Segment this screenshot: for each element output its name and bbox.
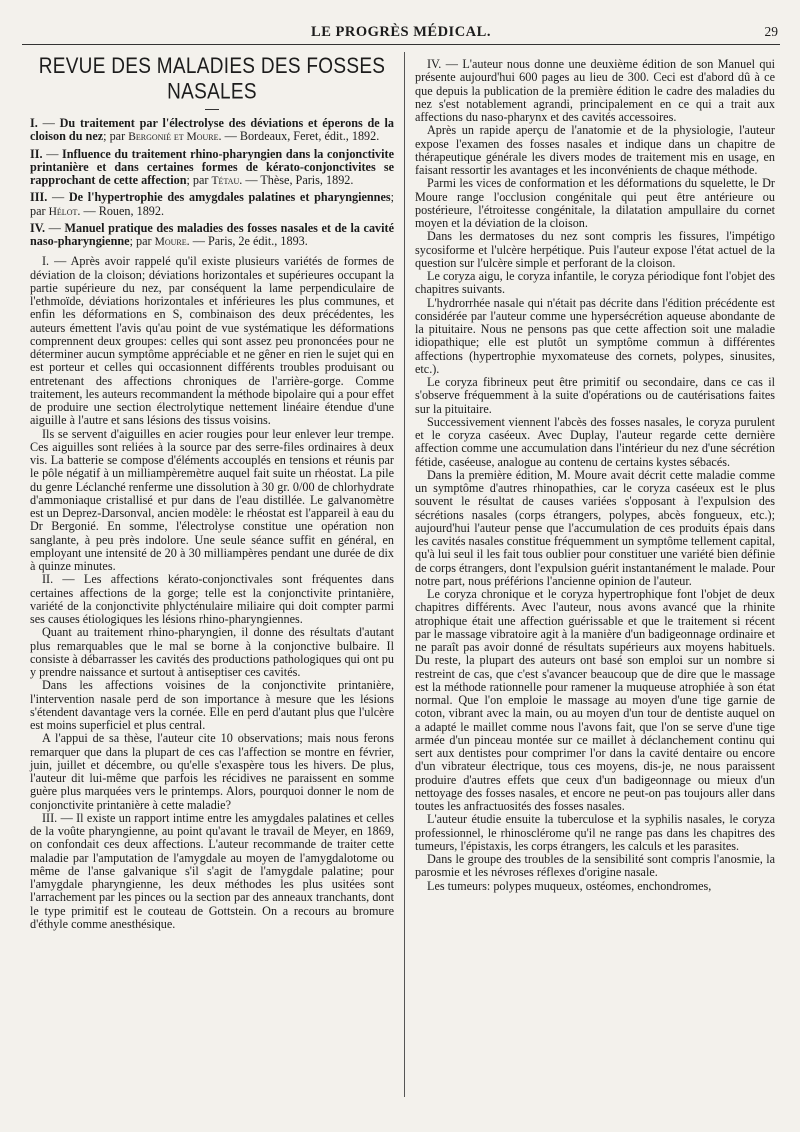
body-paragraph: Parmi les vices de conformation et les déformations du squelette, le Dr Moure range l'occlusion congénitale qui peut être antérieure ou postérieure, l'étroitesse congénitale, la dilatation ampullaire du cornet moyen et la déviation de la cloison.: [415, 176, 775, 230]
reference-number: II.: [30, 146, 43, 161]
reference-author-prefix: ; par: [129, 234, 152, 248]
column-divider: [404, 52, 405, 1097]
body-paragraph: Les tumeurs: polypes muqueux, ostéomes, enchondromes,: [427, 878, 712, 893]
reference-number: IV.: [30, 220, 46, 235]
right-column: [415, 58, 775, 893]
reference-author: Tétau: [211, 175, 240, 187]
body-paragraph: Dans le groupe des troubles de la sensibilité sont compris l'anosmie, la parosmie et les névroses réflexes d'origine nasale.: [415, 852, 775, 880]
reference-list: [30, 117, 394, 249]
reference-details: . — Bordeaux, Feret, édit., 1892.: [218, 129, 380, 144]
reference-author: Bergonié et Moure: [128, 131, 219, 144]
reference-entry: III. — De l'hypertrophie des amygdales palatines et pharyngiennes; par Hélot. — Rouen, 1892.: [30, 190, 394, 218]
journal-title: LE PROGRÈS MÉDICAL.: [311, 24, 491, 40]
reference-number: I.: [30, 116, 38, 130]
title-rule: [205, 109, 219, 110]
body-paragraph: Ils se servent d'aiguilles en acier rougies pour leur enlever leur trempe. Ces aiguilles sont reliées à la source par des serre-files ordinaires à deux vis. La batterie se compose d'éléments accouplés en tensions et réunis par le pôle négatif à un milliampèremètre auquel fait suite un rhéostat. La pile du genre Léclanché renferme une dissolution à 30 gr. 0/00 de chlorhydrate d'ammoniaque cristallisé et pur dans de l'eau distillée. Le galvanomètre est un Deprez-Darsonval, ancien modèle: le rhéostat est l'appareil à eau du Dr Bergonié. En somme, l'électrolyse constitue une opération non sanglante, à peu près indolore. Une seule séance suffit en général, en employant une intensité de 20 à 30 milliampères pendant une durée de dix à quinze minutes.: [30, 426, 394, 573]
section-title: REVUE DES MALADIES DES FOSSES NASALES: [38, 54, 386, 105]
reference-number: III.: [30, 190, 48, 205]
body-paragraph: A l'appui de sa thèse, l'auteur cite 10 observations; mais nous ferons remarquer que dans la plupart de ces cas l'affection se montre en février, juin, juillet et décembre, ou qu'elle s'exaspère tous les hivers. De plus, l'auteur dit lui-même que parfois les récidives ne paraissent en somme guère plus marquées vers le printemps. Alors, pourquoi donner le nom de conjonctivite printanière à cette maladie?: [30, 731, 394, 812]
page-number: 29: [764, 24, 778, 39]
body-paragraph: III. — Il existe un rapport intime entre les amygdales palatines et celles de la voûte pharyngienne, au point qu'avant le travail de Meyer, en 1869, on confondait ces deux affections. L'auteur recommande de traiter cette maladie par l'amputation de l'amygdale au moyen de l'amygdalotome ou même de l'anse galvanique s'il s'agit de l'amygdale palatine; pour l'amygdale pharyngienne, les deux méthodes les plus usitées sont l'arrachement par les pinces ou la section par des anneaux tranchants, dont le type primitif est le couteau de Gottstein. On a recours au bromure d'éthyle comme anesthésique.: [30, 810, 394, 931]
reference-title: Manuel pratique des maladies des fosses nasales et de la cavité naso-pharyngienne: [30, 220, 395, 248]
reference-details: . — Rouen, 1892.: [77, 203, 165, 218]
body-paragraph: I. — Après avoir rappelé qu'il existe plusieurs variétés de formes de déviation de la cloison; déviations horizontales et supérieures occupant la partie supérieure du nez, par conséquent la lame perpendiculaire de l'ethmoïde, déviations horizontales et inférieures les plus communes, et enfin les déformations en S, combinaison des deux précédentes, les auteurs émettent l'avis qu'au point de vue systématique les déformations comprennent deux groupes: celles qui sont assez peu prononcées pour ne déterminer aucun symptôme appréciable et ne gêner en rien le sujet qui en est porteur et celles qui occasionnent différents troubles produisant ou entretenant des affections chroniques de l'arrière-gorge. Comme traitement, les auteurs recommandent la méthode bipolaire qui a pour effet de produire une section électrolytique nettement linéaire étendue d'une aiguille à l'autre et sans lésions des tissus voisins.: [30, 254, 394, 428]
reference-author: Hélot: [48, 205, 78, 218]
left-body-text: [30, 255, 394, 931]
reference-title: De l'hypertrophie des amygdales palatines et pharyngiennes: [68, 190, 391, 205]
reference-author-prefix: ; par: [186, 173, 209, 187]
body-paragraph: Dans la première édition, M. Moure avait décrit cette maladie comme un symptôme d'autres rhinopathies, car le coryza caséeux est le plus souvent le résultat de causes variées s'opposant à l'expulsion des sécrétions nasales (corps étrangers, polypes, abcès fongueux, etc.); aujourd'hui l'auteur pense que l'accumulation de ces produits épais dans les cavités nasales constitue fréquemment un symptôme tellement capital, qu'à lui seul il les fait tous oublier pour constituer une variété bien définie de corps étrangers, dont l'expulsion guérit instantanément le malade. Pour notre part, nous préférions l'ancienne opinion de l'auteur.: [415, 467, 775, 588]
body-paragraph: Quant au traitement rhino-pharyngien, il donne des résultats d'autant plus remarquables que le mal se borne à la conjonctive bulbaire. Il consiste à débarrasser les cavités des productions pathologiques qui ont pu y prendre naissance et surtout à antiseptiser ces cavités.: [30, 625, 394, 679]
reference-author: Moure: [154, 236, 187, 248]
body-paragraph: Le coryza fibrineux peut être primitif ou secondaire, dans ce cas il s'observe fréquemment à la suite d'opérations ou de cautérisations faites sur la pituitaire.: [415, 375, 775, 416]
body-paragraph: Après un rapide aperçu de l'anatomie et de la physiologie, l'auteur expose l'examen des fosses nasales et indique dans un chapitre de thérapeutique générale les divers modes de traitement mis en usage, en faisant ressortir les avantages et les inconvénients de chaque méthode.: [415, 123, 775, 177]
body-paragraph: L'hydrorrhée nasale qui n'était pas décrite dans l'édition précédente est considérée par l'auteur comme une hypersécrétion aqueuse abondante de la pituitaire. Nous ne pensons pas que cette affection soit une maladie idiopathique; elle est plutôt un symptôme commun à différentes affections (hypertrophie myxomateuse des cornets, polypes, sinusites, etc.).: [415, 295, 775, 376]
reference-details: . — Thèse, Paris, 1892.: [239, 173, 354, 187]
body-paragraph: II. — Les affections kérato-conjonctivales sont fréquentes dans certaines affections de la gorge; telle est la conjonctivite printanière, variété de la conjonctivite phlycténulaire miliaire qui doit compter parmi ses causes étiologiques les lésions rhino-pharyngiennes.: [30, 572, 394, 626]
body-paragraph: Successivement viennent l'abcès des fosses nasales, le coryza purulent et le coryza caséeux. Avec Duplay, l'auteur regarde cette dernière affection comme une accumulation dans l'intérieur du nez d'une sécrétion fétide, caséeuse, analogue au contenu de certains kystes sébacés.: [415, 414, 775, 469]
reference-entry: I. — Du traitement par l'électrolyse des déviations et éperons de la cloison du nez; par Bergonié et Moure. — Bordeaux, Feret, édit., 1892.: [30, 116, 394, 144]
reference-title: Influence du traitement rhino-pharyngien dans la conjonctivite printanière et dans certaines formes de kérato-conjonctivites se rapprochant de cette affection: [30, 146, 395, 187]
reference-entry: IV. — Manuel pratique des maladies des fosses nasales et de la cavité naso-pharyngienne; par Moure. — Paris, 2e édit., 1893.: [30, 220, 395, 248]
body-paragraph: Dans les affections voisines de la conjonctivite printanière, l'intervention nasale perd de son importance à mesure que les lésions s'étendent davantage vers la cornée. Elle en perd d'autant plus que l'ulcère est moins superficiel et plus central.: [30, 678, 394, 732]
body-paragraph: L'auteur étudie ensuite la tuberculose et la syphilis nasales, le coryza professionnel, le rhinosclérome qu'il ne range pas dans les chapitres des tumeurs, l'épistaxis, les corps étrangers, les calculs et les parasites.: [415, 812, 775, 853]
body-paragraph: Le coryza chronique et le coryza hypertrophique font l'objet de deux chapitres différents. Avec l'auteur, nous avons avancé que la rhinite atrophique était une affection guérissable et que le traitement si récent par le massage vibratoire agit à la manière d'un badigeonnage ordinaire et ne paraît pas avoir donné de résultats supérieurs aux moyens habituels. Du reste, la plupart des auteurs ont basé son emploi sur un nombre si restreint de cas, que c'est s'avancer beaucoup que de dire que le massage est la méthode rationnelle pour ramener la muqueuse atrophiée à son état normal. Que l'on emploie le massage au moyen d'une tige garnie de coton, vibrant avec la main, ou au moyen d'un tour de dentiste auquel on a adapté le maillet comme nous l'avons fait, que l'on se serve d'une tige armée d'un pinceau montée sur ce maillet à déclanchement continu qui sert aux dentistes pour comprimer l'or dans la cavité dentaire ou encore d'un vibrateur électrique, tous ces moyens, dis-je, ne nous paraissent produire d'autres effets que ceux d'un badigeonnage ou mieux d'un nettoyage des fosses nasales, et encore ne peut-on pas toujours aller dans toutes les anfractuosités des fosses nasales.: [415, 587, 775, 813]
body-paragraph: Le coryza aigu, le coryza infantile, le coryza périodique font l'objet des chapitres suivants.: [415, 269, 775, 297]
reference-entry: II. — Influence du traitement rhino-pharyngien dans la conjonctivite printanière et dans certaines formes de kérato-conjonctivites se rapprochant de cette affection; par Tétau. — Thèse, Paris, 1892.: [30, 146, 395, 187]
body-paragraph: Dans les dermatoses du nez sont compris les fissures, l'impétigo sycosiforme et l'ulcère herpétique. Puis l'auteur expose l'état actuel de la question sur l'ulcère simple et perforant de la cloison.: [415, 229, 775, 270]
body-paragraph: IV. — L'auteur nous donne une deuxième édition de son Manuel qui présente aujourd'hui 600 pages au lieu de 300. Ceci est d'abord dû à ce que depuis la publication de la première édition le cadre des maladies du nez s'est notablement agrandi, principalement en ce qui a trait aux affections du naso-pharynx et des cavités accessoires.: [415, 57, 775, 124]
reference-details: . — Paris, 2e édit., 1893.: [186, 234, 308, 248]
left-column: [30, 54, 395, 931]
reference-author-prefix: ; par: [103, 129, 126, 144]
right-body-text: [415, 58, 775, 893]
running-head: [22, 24, 780, 45]
reference-author-prefix: ; par: [30, 190, 394, 218]
reference-title: Du traitement par l'électrolyse des déviations et éperons de la cloison du nez: [30, 116, 394, 144]
